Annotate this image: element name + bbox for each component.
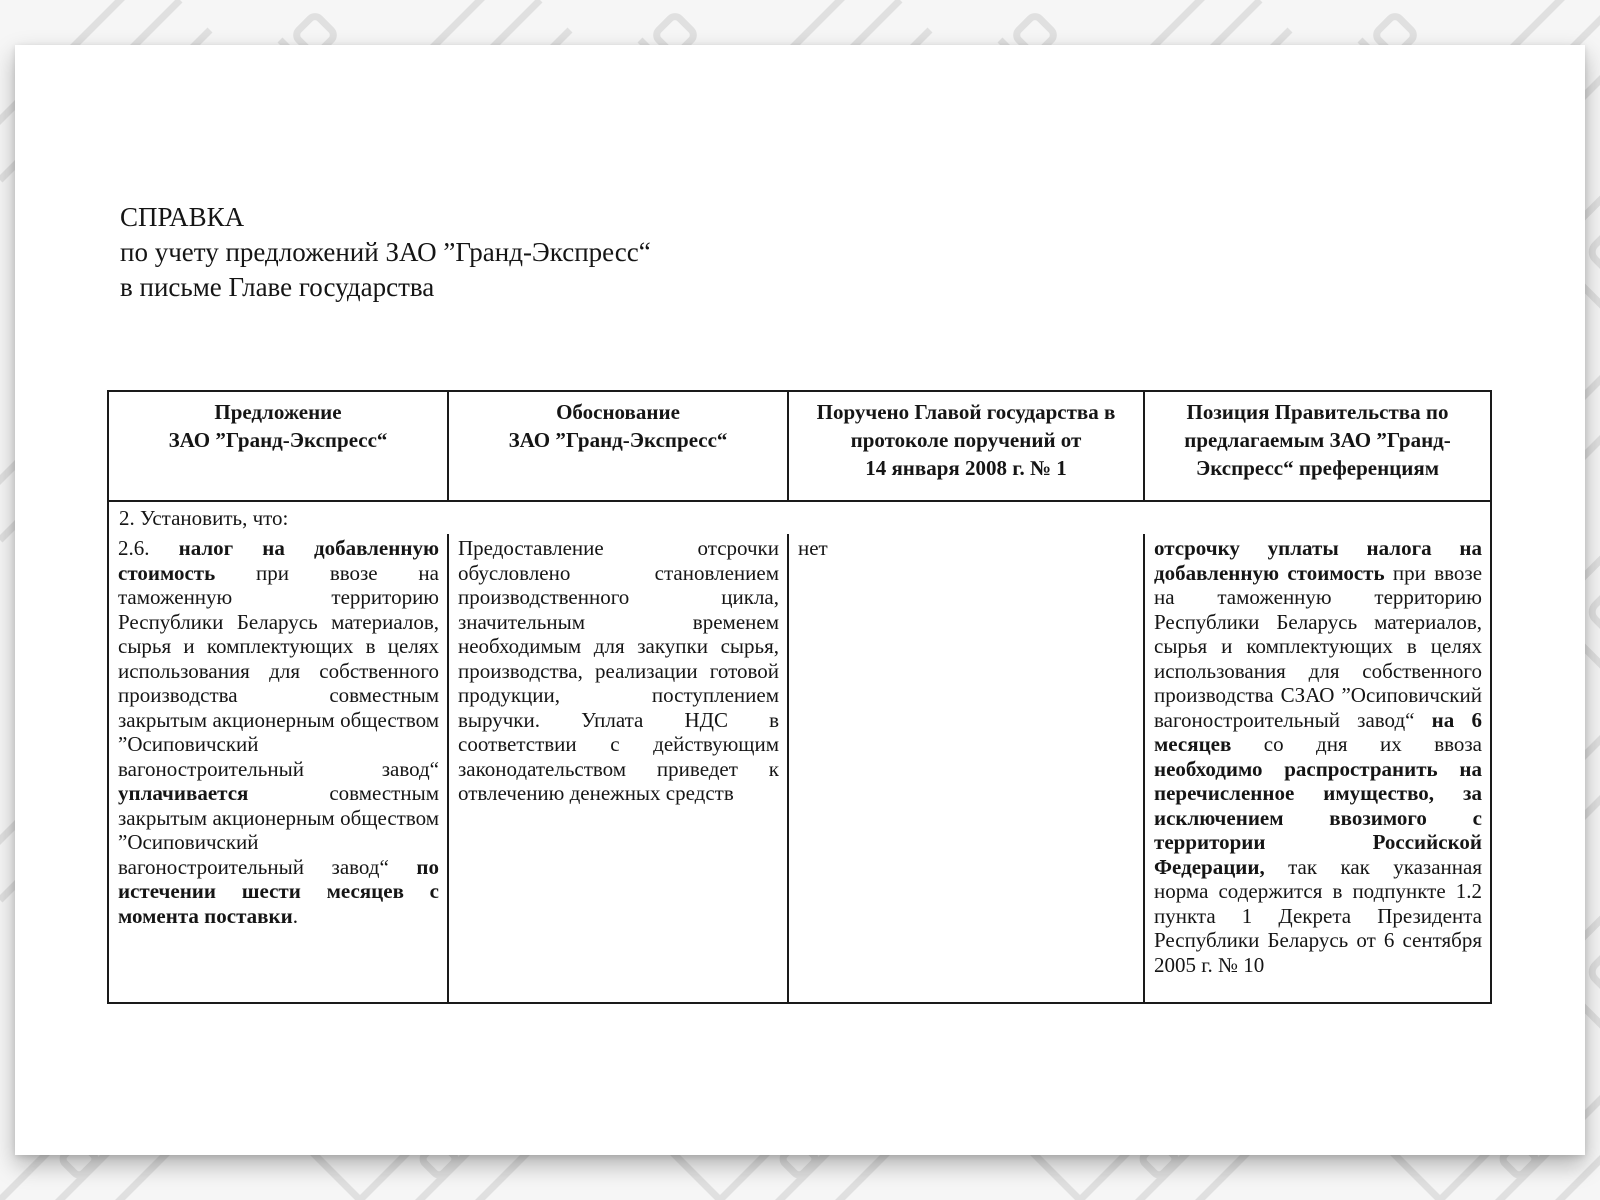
column-header-proposal: Предложение ЗАО ”Гранд-Экспресс“ xyxy=(108,391,448,501)
table-header-row xyxy=(108,391,1491,501)
section-row xyxy=(108,501,1491,534)
section-row-cell: 2. Установить, что: xyxy=(108,501,1491,534)
column-header-government-position: Позиция Правительства по предлагаемым ЗАО ”Гранд- Экспресс“ преференциям xyxy=(1144,391,1491,501)
preferences-table xyxy=(107,390,1492,1004)
document-page xyxy=(15,45,1585,1155)
title-line-1: СПРАВКА xyxy=(120,202,245,232)
document-title xyxy=(120,200,651,305)
content-row xyxy=(108,534,1491,1003)
title-line-2: по учету предложений ЗАО ”Гранд-Экспресс“ xyxy=(120,237,651,267)
cell-instruction-answer: нет xyxy=(788,534,1144,1003)
cell-government-position: отсрочку уплаты налога на добавленную стоимость при ввозе на таможенную территорию Республики Беларусь материалов, сырья и комплектующих в целях использования для собственного производства СЗАО ”Осиповичский вагоностроительный завод“ на 6 месяцев со дня их ввоза необходимо распространить на перечисленное имущество, за исключением ввозимого с территории Российской Федерации, так как указанная норма содержится в подпункте 1.2 пункта 1 Декрета Президента Республики Беларусь от 6 сентября 2005 г. № 10 xyxy=(1144,534,1491,1003)
title-line-3: в письме Главе государства xyxy=(120,272,435,302)
column-header-justification: Обоснование ЗАО ”Гранд-Экспресс“ xyxy=(448,391,788,501)
cell-justification: Предоставление отсрочки обусловлено становлением производственного цикла, значительным временем необходимым для закупки сырья, производства, реализации готовой продукции, поступлением выручки. Уплата НДС в соответствии с действующим законодательством приведет к отвлечению денежных средств xyxy=(448,534,788,1003)
cell-proposal: 2.6. налог на добавленную стоимость при ввозе на таможенную территорию Республики Беларусь материалов, сырья и комплектующих в целях использования для собственного производства совместным закрытым акционерным обществом ”Осиповичский вагоностроительный завод“ уплачивается совместным закрытым акционерным обществом ”Осиповичский вагоностроительный завод“ по истечении шести месяцев с момента поставки. xyxy=(108,534,448,1003)
column-header-instruction: Поручено Главой государства в протоколе поручений от 14 января 2008 г. № 1 xyxy=(788,391,1144,501)
